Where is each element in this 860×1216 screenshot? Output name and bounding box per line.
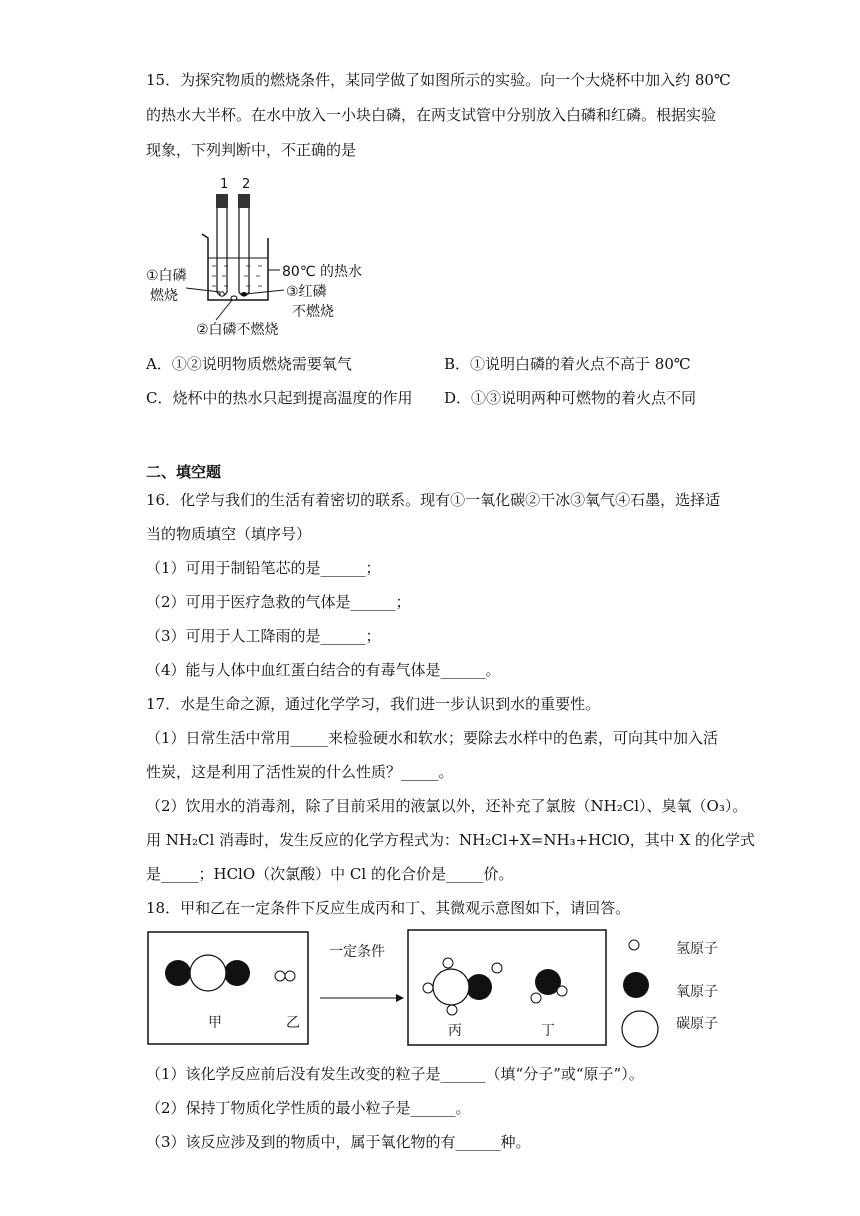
tube-2-label: 2 bbox=[242, 177, 251, 192]
q16-sub-4: （4）能与人体中血红蛋白结合的有毒气体是______。 bbox=[146, 661, 501, 679]
q15-option-a: A．①②说明物质燃烧需要氧气 bbox=[146, 355, 352, 373]
q15-stem-line3: 现象，下列判断中，不正确的是 bbox=[146, 141, 357, 159]
q18-sub-1: （1）该化学反应前后没有发生改变的粒子是______（填“分子”或“原子”）。 bbox=[146, 1065, 644, 1083]
label-1-line1: ①白磷 bbox=[146, 268, 187, 284]
section-heading: 二、填空题 bbox=[146, 463, 222, 481]
molecule-jia-icon bbox=[165, 955, 250, 991]
q16-sub-2: （2）可用于医疗急救的气体是______； bbox=[146, 593, 411, 611]
label-bing: 丙 bbox=[448, 1023, 462, 1039]
q15-option-c: C．烧杯中的热水只起到提高温度的作用 bbox=[146, 389, 413, 407]
q16-sub-1: （1）可用于制铅笔芯的是______； bbox=[146, 559, 381, 577]
q17-line6: 是_____；HClO（次氯酸）中 Cl 的化合价是_____价。 bbox=[146, 865, 514, 883]
label-2: ②白磷不燃烧 bbox=[196, 322, 279, 338]
molecule-ding-icon bbox=[531, 969, 567, 1003]
condition-label: 一定条件 bbox=[329, 944, 385, 960]
q17-line5: 用 NH₂Cl 消毒时，发生反应的化学方程式为：NH₂Cl+X=NH₃+HClO，其中 X 的化学式 bbox=[146, 831, 755, 849]
q18-sub-2: （2）保持丁物质化学性质的最小粒子是______。 bbox=[146, 1099, 471, 1117]
reactants-box bbox=[148, 932, 308, 1044]
q15-option-d: D．①③说明两种可燃物的着火点不同 bbox=[444, 389, 697, 407]
label-3-line2: 不燃烧 bbox=[292, 304, 334, 320]
tube-1-label: 1 bbox=[220, 177, 229, 192]
q15-option-b: B．①说明白磷的着火点不高于 80℃ bbox=[444, 355, 691, 373]
q18-sub-3: （3）该反应涉及到的物质中，属于氧化物的有______种。 bbox=[146, 1133, 531, 1151]
q17-line2: （1）日常生活中常用_____来检验硬水和软水；要除去水样中的色素，可向其中加入活 bbox=[146, 729, 719, 747]
oxygen-atom-legend-icon bbox=[623, 972, 649, 998]
q16-sub-3: （3）可用于人工降雨的是______； bbox=[146, 627, 381, 645]
q17-line3: 性炭，这是利用了活性炭的什么性质？_____。 bbox=[146, 763, 454, 781]
carbon-atom-legend-icon bbox=[622, 1011, 658, 1047]
q16-stem-line2: 当的物质填空（填序号） bbox=[146, 525, 312, 543]
label-jia: 甲 bbox=[208, 1015, 222, 1031]
q17-stem: 17．水是生命之源，通过化学学习，我们进一步认识到水的重要性。 bbox=[146, 695, 601, 713]
legend-oxygen: 氧原子 bbox=[676, 984, 718, 1000]
q18-stem: 18．甲和乙在一定条件下反应生成丙和丁、其微观示意图如下，请回答。 bbox=[146, 899, 631, 917]
test-tube-1-icon bbox=[216, 194, 228, 296]
legend-hydrogen: 氢原子 bbox=[676, 941, 718, 957]
q18-micro-diagram bbox=[146, 926, 746, 1052]
white-phosphorus-icon bbox=[231, 296, 237, 300]
molecule-yi-icon bbox=[275, 971, 295, 981]
q16-stem-line1: 16．化学与我们的生活有着密切的联系。现有①一氧化碳②干冰③氧气④石墨，选择适 bbox=[146, 491, 721, 509]
test-tube-2-icon bbox=[238, 194, 250, 296]
beaker-icon bbox=[202, 234, 268, 300]
hydrogen-atom-legend-icon bbox=[629, 940, 639, 950]
label-yi: 乙 bbox=[286, 1015, 300, 1031]
label-ding: 丁 bbox=[541, 1023, 555, 1039]
label-1-line2: 燃烧 bbox=[150, 288, 178, 304]
label-3-line1: ③红磷 bbox=[286, 284, 327, 300]
q15-stem-line2: 的热水大半杯。在水中放入一小块白磷，在两支试管中分别放入白磷和红磷。根据实验 bbox=[146, 106, 717, 124]
arrow-icon bbox=[396, 994, 404, 1002]
molecule-bing-icon bbox=[423, 958, 502, 1015]
legend-carbon: 碳原子 bbox=[676, 1016, 718, 1032]
q15-experiment-figure bbox=[146, 172, 376, 342]
q17-line4: （2）饮用水的消毒剂，除了目前采用的液氯以外，还补充了氯胺（NH₂Cl）、臭氧（O₃）。 bbox=[146, 797, 748, 815]
hot-water-label: 80℃ 的热水 bbox=[282, 264, 362, 280]
q15-stem-line1: 15．为探究物质的燃烧条件，某同学做了如图所示的实验。向一个大烧杯中加入约 80℃ bbox=[146, 71, 731, 89]
